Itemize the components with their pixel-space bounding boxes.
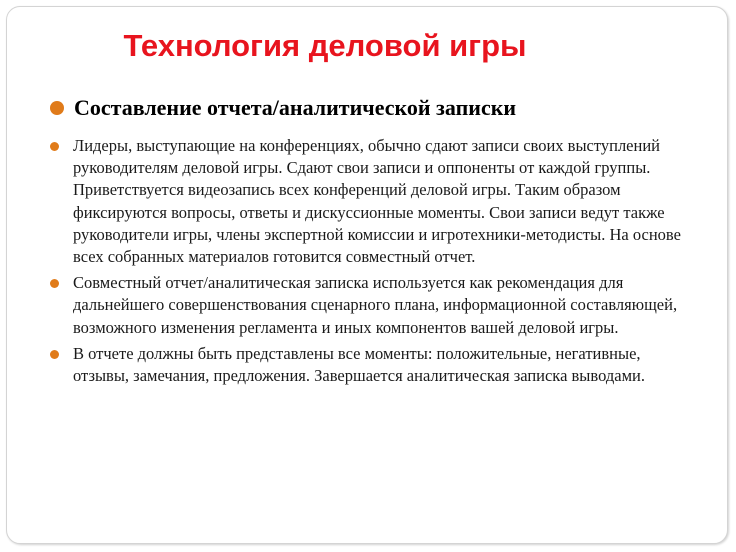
bullet-dot-icon	[50, 142, 59, 151]
bullet-list	[50, 135, 700, 391]
bullet-item	[50, 135, 700, 268]
bullet-text: Совместный отчет/аналитическая записка используется как рекомендация для дальнейшего совершенствования сценарного плана, информационной составляющей, возможного изменения регламента и иных компонентов вашей деловой игры.	[73, 273, 678, 337]
bullet-item	[50, 343, 700, 387]
slide-title: Технология деловой игры	[123, 28, 527, 63]
slide-subtitle: Составление отчета/аналитической записки	[74, 95, 517, 120]
bullet-dot-icon	[50, 279, 59, 288]
subtitle-bullet-icon	[50, 101, 64, 115]
bullet-dot-icon	[50, 350, 59, 359]
bullet-text: В отчете должны быть представлены все моменты: положительные, негативные, отзывы, замечания, предложения. Завершается аналитическая записка выводами.	[73, 343, 645, 386]
bullet-item	[50, 272, 700, 339]
subtitle-row	[50, 93, 710, 123]
bullet-text: Лидеры, выступающие на конференциях, обычно сдают записи своих выступлений руководителям деловой игры. Сдают свои записи и оппоненты от каждой группы. Приветствуется видеозапись всех конференций деловой игры. Таким образом фиксируются вопросы, ответы и дискуссионные моменты. Свои записи ведут также руководители игры, члены экспертной комиссии и игротехники-методисты. На основе всех собранных материалов готовится совместный отчет.	[73, 136, 681, 267]
